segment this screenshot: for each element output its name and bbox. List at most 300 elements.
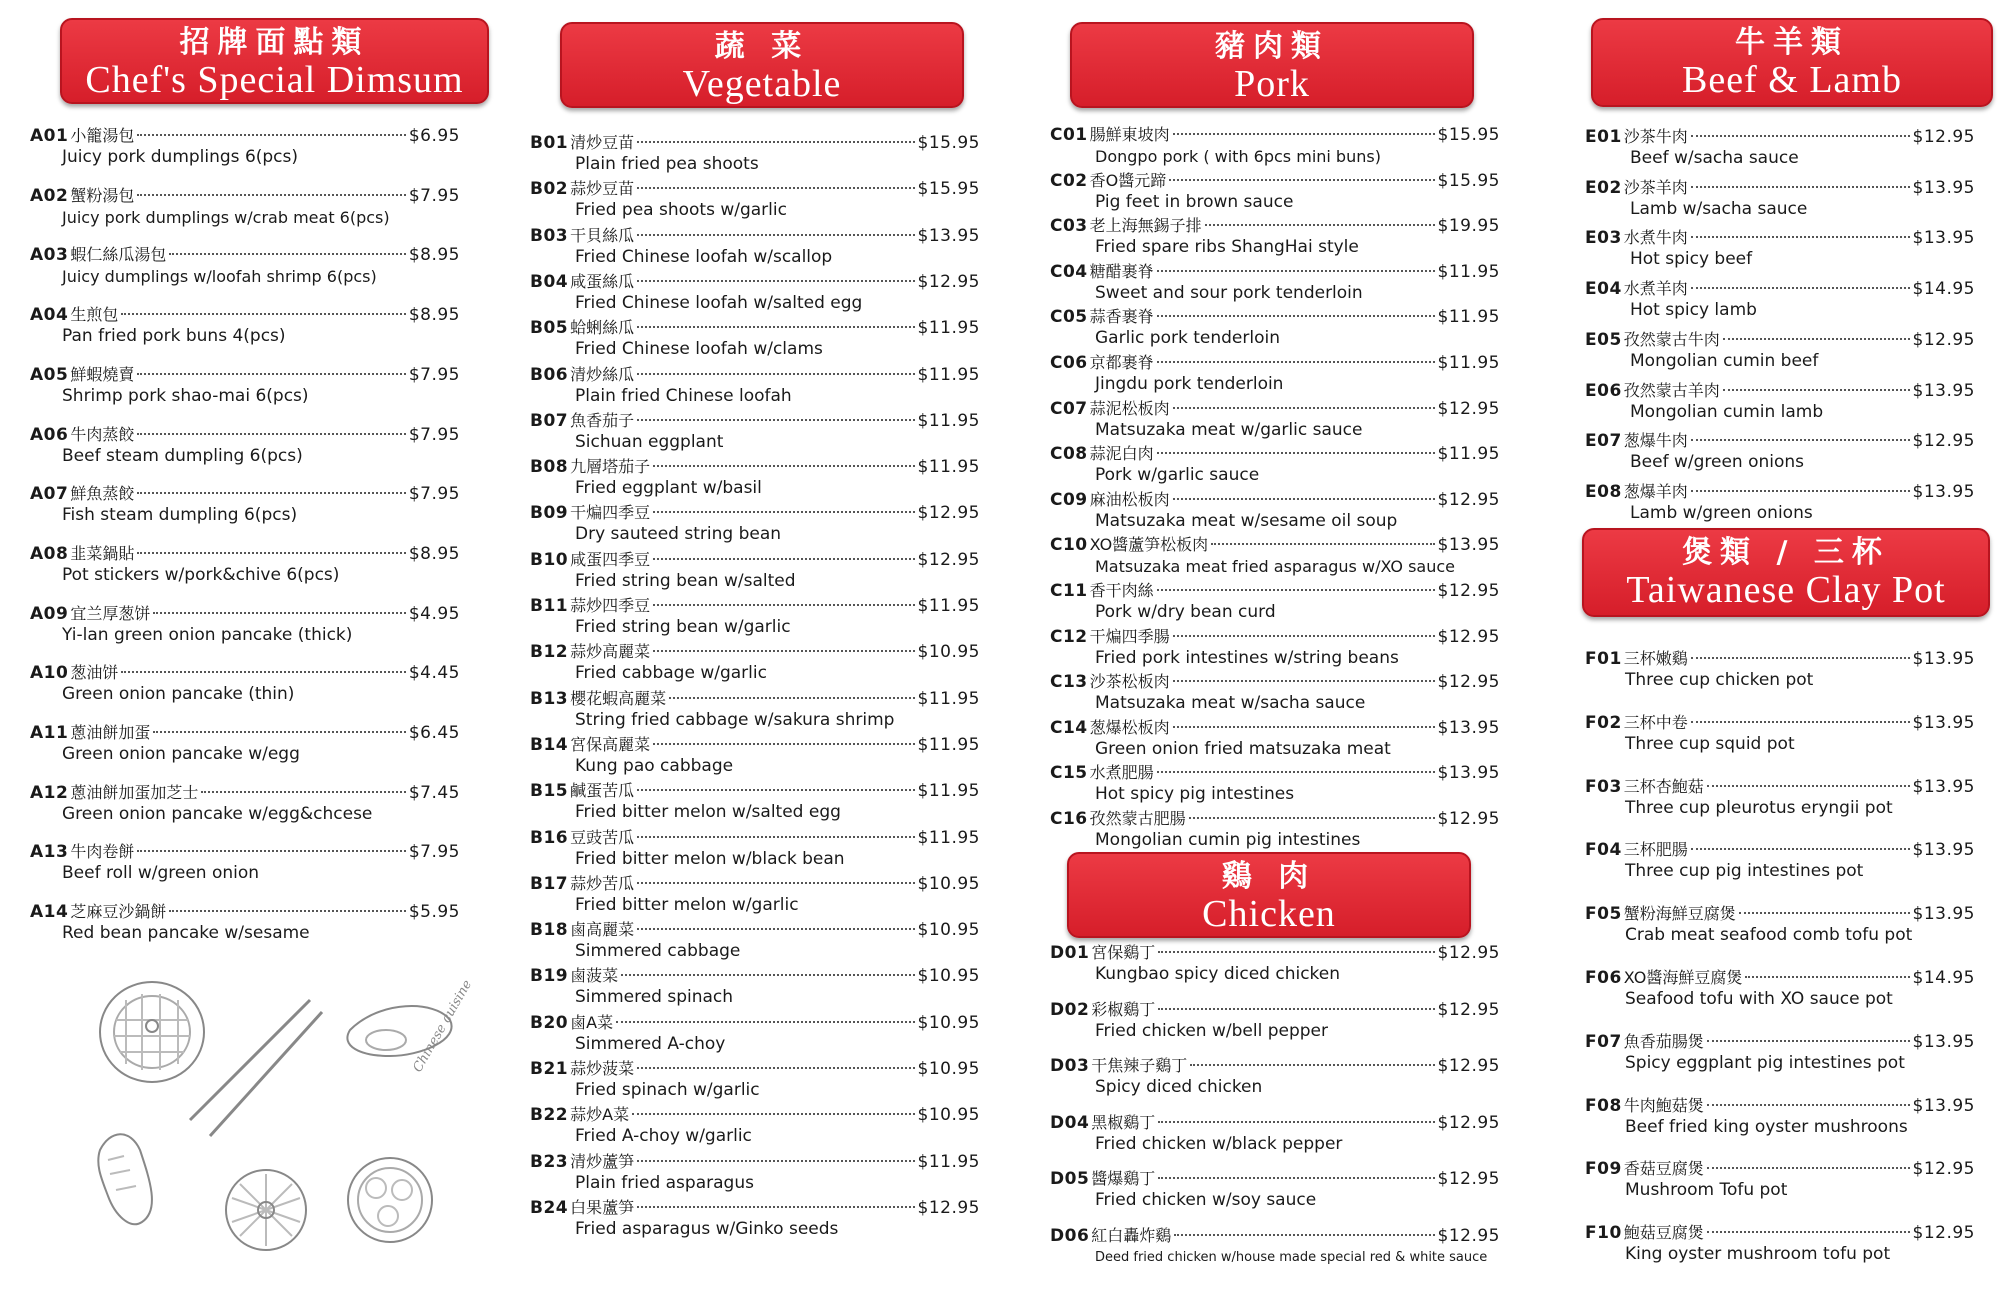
menu-item [1585,1031,1975,1074]
item-name-zh: XO醬海鮮豆腐煲 [1623,968,1743,987]
menu-item-line [1050,352,1500,374]
item-code: B12 [530,642,569,663]
menu-item [530,1197,980,1240]
item-name-en: Fried Chinese loofah w/clams [575,339,823,360]
dot-leader [1157,452,1435,454]
item-price: $12.95 [917,271,980,292]
item-price: $13.95 [1912,840,1975,861]
section-title-en: Taiwanese Clay Pot [1626,569,1946,611]
item-code: B14 [530,734,569,755]
item-price: $11.95 [917,364,980,385]
menu-item-line [530,225,980,247]
item-name-en: Spicy diced chicken [1095,1077,1263,1097]
dot-leader [1739,912,1910,914]
item-name-en: Juicy dumplings w/loofah shrimp 6(pcs) [62,267,377,287]
menu-item [30,185,460,228]
item-name-en: Fried Chinese loofah w/scallop [575,246,833,267]
menu-item-line [30,841,460,863]
item-code: B01 [530,133,569,153]
dot-leader [653,650,914,652]
menu-item-line [1585,648,1975,670]
item-name-en: Green onion fried matsuzaka meat [1095,738,1391,759]
menu-item-line [530,271,980,293]
dot-leader [637,836,914,838]
menu-item-line [1585,329,1975,351]
item-name-zh: 京都裹脊 [1089,353,1154,372]
dot-leader [1211,543,1434,545]
item-code: F01 [1585,649,1622,669]
menu-item [1050,1168,1500,1211]
item-code: F08 [1585,1095,1622,1116]
dot-leader [1707,1231,1910,1233]
item-name-en: Pork w/garlic sauce [1095,465,1260,486]
item-name-en: Mushroom Tofu pot [1625,1180,1788,1201]
menu-item-line [1050,398,1500,420]
menu-item [530,827,980,870]
menu-item [30,722,460,765]
menu-item [530,410,980,453]
dot-leader [169,253,405,255]
item-name-zh: 干煸四季腸 [1089,626,1170,646]
item-code: B24 [530,1197,569,1218]
item-price: $12.95 [1437,809,1500,829]
menu-item [530,271,980,314]
item-code: C04 [1050,261,1088,282]
item-name-zh: 蒜香裹脊 [1089,307,1154,327]
menu-item-line [1050,170,1500,192]
menu-item [530,919,980,962]
item-name-zh: 彩椒鷄丁 [1091,999,1156,1019]
dot-leader [653,511,914,513]
menu-item [530,641,980,684]
dot-leader [1173,726,1435,728]
dot-leader [169,910,405,912]
dot-leader [637,187,914,189]
item-name-en: Seafood tofu with XO sauce pot [1625,989,1893,1009]
item-price: $12.95 [1437,1169,1500,1189]
section-title-en: Chef's Special Dimsum [85,59,464,101]
item-name-zh: 葱爆松板肉 [1089,717,1170,737]
item-code: B18 [530,920,569,941]
item-price: $12.95 [1437,1056,1500,1076]
item-name-zh: 蟹粉湯包 [70,185,135,205]
item-price: $12.95 [1437,626,1500,647]
item-code: C01 [1050,125,1088,145]
item-name-zh: 葱爆牛肉 [1623,431,1688,451]
dot-leader [669,697,914,699]
item-name-en: King oyster mushroom tofu pot [1625,1244,1891,1265]
item-name-en: Fried bitter melon w/black bean [575,848,845,869]
item-code: A07 [30,484,69,505]
bowl-icon [348,1158,432,1242]
section-title-en: Pork [1234,63,1310,105]
item-name-zh: 三杯杏鮑菇 [1623,776,1704,796]
dot-leader [1158,1177,1434,1179]
item-name-zh: 干煸四季豆 [570,503,651,523]
dot-leader [153,612,405,614]
menu-item [530,1012,980,1055]
item-price: $11.95 [1437,444,1500,465]
menu-item-line [1050,626,1500,648]
item-code: C05 [1050,307,1088,328]
item-price: $7.95 [408,424,460,445]
dot-leader [1691,721,1910,723]
item-price: $12.95 [1437,672,1500,693]
menu-item-line [1050,1055,1500,1077]
menu-item [530,873,980,916]
menu-item [1050,261,1500,304]
item-name-en: Beef w/green onions [1630,452,1805,473]
menu-item [1585,839,1975,882]
item-name-zh: 葱爆羊肉 [1623,481,1688,501]
item-name-en: Fried cabbage w/garlic [575,663,767,684]
item-name-zh: 水煮羊肉 [1623,279,1688,299]
section-title-zh: 鷄 肉 [1221,859,1317,894]
item-name-zh: 清炒豆苗 [570,133,635,152]
item-price: $12.95 [917,549,980,570]
item-name-zh: 櫻花蝦高麗菜 [570,688,667,708]
item-name-zh: 蒜泥白肉 [1089,444,1154,464]
item-price: $6.45 [408,723,460,743]
menu-item-line [1050,534,1500,556]
menu-item-line [1585,776,1975,798]
item-price: $12.95 [1912,1223,1975,1244]
item-name-zh: 沙茶牛肉 [1623,127,1688,146]
item-name-en: Fried string bean w/garlic [575,617,791,637]
item-name-zh: 韭菜鍋貼 [70,543,135,563]
item-price: $14.95 [1912,279,1975,300]
dimsum-sketch-illustration [90,960,490,1300]
item-name-en: Dongpo pork ( with 6pcs mini buns) [1095,147,1381,166]
menu-item-line [1050,489,1500,511]
item-name-en: Matsuzaka meat fried asparagus w/XO sauce [1095,557,1455,577]
item-name-en: Hot spicy pig intestines [1095,784,1295,805]
dot-leader [616,1021,914,1023]
menu-item-line [530,132,980,154]
menu-item-line [530,595,980,617]
menu-item-line [1585,712,1975,734]
item-code: A05 [30,364,69,385]
menu-item-line [1585,278,1975,300]
section-title-en: Vegetable [682,63,842,105]
item-name-en: Fish steam dumpling 6(pcs) [62,505,298,526]
item-name-en: Fried chicken w/bell pepper [1095,1020,1328,1041]
item-code: E05 [1585,329,1622,350]
item-code: F03 [1585,776,1622,797]
item-name-zh: 白果蘆笋 [570,1197,635,1217]
item-price: $12.95 [1912,1159,1975,1180]
item-code: A06 [30,424,69,445]
section-banner-f [1582,528,1990,617]
item-code: C07 [1050,398,1088,419]
dot-leader [1205,224,1435,226]
item-code: A13 [30,842,69,863]
menu-item-line [30,722,460,744]
item-price: $8.95 [408,305,460,326]
item-name-en: Spicy eggplant pig intestines pot [1625,1052,1905,1073]
item-price: $12.95 [1912,431,1975,452]
item-price: $15.95 [1437,170,1500,191]
item-name-en: Three cup pleurotus eryngii pot [1625,797,1893,818]
menu-item-line [530,919,980,941]
menu-item-line [530,827,980,849]
item-price: $13.95 [1437,763,1500,784]
menu-item-line [30,603,460,625]
item-name-zh: 九層塔茄子 [570,457,651,477]
menu-item-line [1585,1031,1975,1053]
menu-item [1585,278,1975,321]
item-name-zh: 魚香茄腸煲 [1623,1031,1704,1051]
dot-leader [637,373,914,375]
item-code: F09 [1585,1159,1622,1180]
item-code: B06 [530,364,569,385]
dot-leader [1723,389,1910,391]
item-price: $12.95 [917,503,980,524]
menu-item [30,364,460,407]
item-name-en: Beef steam dumpling 6(pcs) [62,445,303,466]
item-name-en: Sichuan eggplant [575,431,724,452]
item-name-en: Matsuzaka meat w/sesame oil soup [1095,510,1398,531]
menu-item [30,782,460,825]
item-price: $12.95 [1437,1112,1500,1133]
menu-item [1050,942,1500,985]
item-code: B23 [530,1151,569,1172]
item-name-zh: 鮑菇豆腐煲 [1623,1223,1704,1243]
column-beef-claypot [1585,0,1975,1302]
item-name-en: Crab meat seafood comb tofu pot [1625,925,1913,946]
menu-item-line [30,364,460,386]
item-price: $13.95 [1437,535,1500,556]
dot-leader [1707,1104,1910,1106]
item-code: B05 [530,318,569,339]
dot-leader [621,974,914,976]
menu-item-line [30,543,460,565]
menu-item-line [30,782,460,804]
item-code: F04 [1585,840,1622,861]
item-price: $13.95 [1912,481,1975,502]
item-name-zh: 鹵A菜 [570,1012,614,1032]
dot-leader [1189,817,1435,819]
menu-item [530,132,980,175]
menu-item-line [530,1151,980,1173]
dot-leader [1158,1008,1434,1010]
item-name-en: Fried spinach w/garlic [575,1080,760,1100]
column-pork-chicken [1050,0,1500,1302]
menu-item [1050,1225,1500,1268]
item-name-zh: 豆豉苦瓜 [570,827,635,847]
item-price: $4.45 [408,663,460,684]
menu-item [1050,443,1500,486]
dot-leader [653,743,914,745]
dot-leader [137,552,405,554]
section-banner-e [1591,18,1993,107]
item-code: C03 [1050,216,1088,237]
item-name-zh: 三杯嫩鷄 [1623,649,1688,668]
item-name-zh: 紅白轟炸鷄 [1091,1225,1172,1245]
menu-item-line [530,641,980,663]
menu-item [1050,306,1500,349]
menu-item [1050,1112,1500,1155]
item-name-zh: 蒜炒菠菜 [570,1059,635,1078]
menu-item [1050,124,1500,167]
item-price: $5.95 [408,902,460,923]
menu-item [1050,717,1500,760]
item-price: $11.95 [1437,307,1500,328]
item-code: D03 [1050,1056,1090,1076]
item-code: A14 [30,902,69,923]
item-price: $10.95 [917,966,980,987]
item-name-zh: 干貝絲瓜 [570,225,635,245]
menu-item-line [1050,306,1500,328]
item-name-zh: 老上海無錫子排 [1089,216,1202,236]
dot-leader [1691,135,1910,137]
menu-item [1585,648,1975,691]
item-name-en: Fried chicken w/black pepper [1095,1133,1343,1154]
item-name-zh: 宜兰厚葱饼 [70,603,151,623]
item-code: B04 [530,271,569,292]
item-code: F02 [1585,712,1622,733]
item-name-en: Green onion pancake (thin) [62,684,295,705]
menu-item [1585,1095,1975,1138]
item-name-zh: 干焦辣子鷄丁 [1091,1056,1188,1075]
item-name-en: Simmered spinach [575,987,734,1008]
item-code: B17 [530,873,569,894]
item-name-zh: 三杯中卷 [1623,712,1688,732]
menu-item [530,502,980,545]
menu-item [30,304,460,347]
item-name-zh: 香菇豆腐煲 [1623,1159,1704,1179]
menu-item-line [1585,177,1975,199]
menu-item-line [1050,580,1500,602]
item-code: B02 [530,179,569,200]
item-name-zh: 小籠湯包 [70,126,135,145]
menu-item [530,317,980,360]
item-name-zh: 糖醋裹脊 [1089,261,1154,281]
item-name-en: Dry sauteed string bean [575,524,782,545]
item-price: $6.95 [408,126,460,146]
menu-item-line [530,1012,980,1034]
item-code: C02 [1050,170,1088,191]
menu-item [1585,967,1975,1010]
menu-item [530,549,980,592]
item-name-zh: 鮮魚蒸餃 [70,484,135,504]
menu-item-line [1585,126,1975,148]
item-price: $13.95 [1912,177,1975,198]
item-code: B22 [530,1105,569,1126]
menu-item-line [30,304,460,326]
menu-item-line [1050,762,1500,784]
item-price: $7.95 [408,185,460,206]
menu-item [1585,227,1975,270]
menu-item-line [530,734,980,756]
item-name-zh: 香O醬元蹄 [1089,170,1167,190]
dot-leader [1173,680,1435,682]
item-price: $15.95 [1437,125,1500,145]
dot-leader [1707,1167,1910,1169]
menu-item-line [1585,430,1975,452]
item-code: E07 [1585,431,1622,452]
item-name-en: Three cup squid pot [1625,733,1795,754]
item-code: B15 [530,781,569,802]
item-price: $4.95 [408,603,460,624]
item-code: A04 [30,305,69,326]
menu-item [530,1058,980,1101]
menu-item-line [1585,227,1975,249]
item-code: C16 [1050,809,1088,829]
item-code: B07 [530,410,569,431]
item-name-en: Green onion pancake w/egg&chcese [62,803,373,824]
item-name-en: Beef fried king oyster mushroons [1625,1116,1908,1137]
menu-item [1050,671,1500,714]
menu-item [530,364,980,407]
item-price: $11.95 [917,781,980,802]
item-name-zh: 醬爆鷄丁 [1091,1169,1156,1188]
dot-leader [637,141,914,143]
menu-item-line [530,965,980,987]
item-name-zh: 宮保鷄丁 [1091,943,1156,962]
item-price: $13.95 [917,225,980,246]
menu-item-line [1585,967,1975,989]
menu-item [1050,999,1500,1042]
item-name-en: Mongolian cumin pig intestines [1095,830,1361,850]
item-code: D01 [1050,943,1090,963]
item-code: A03 [30,245,69,266]
item-price: $12.95 [1437,398,1500,419]
item-name-en: Plain fried Chinese loofah [575,385,792,406]
item-price: $13.95 [1912,380,1975,401]
menu-item [30,662,460,705]
menu-item-line [530,317,980,339]
item-code: B13 [530,688,569,709]
dot-leader [1691,186,1910,188]
item-name-zh: 清炒絲瓜 [570,364,635,384]
item-name-zh: 鹹蛋苦瓜 [570,781,635,801]
item-name-zh: 蝦仁絲瓜湯包 [70,245,167,265]
menu-item-line [1050,942,1500,964]
menu-item [1050,215,1500,258]
menu-item [1050,534,1500,577]
item-name-en: Fried Chinese loofah w/salted egg [575,292,863,313]
menu-item [530,456,980,499]
item-code: E03 [1585,228,1622,249]
item-name-zh: 鮮蝦燒賣 [70,364,135,384]
item-price: $11.95 [917,318,980,339]
section-title-en: Chicken [1202,893,1336,935]
item-name-en: Green onion pancake w/egg [62,744,300,764]
menu-item-line [30,662,460,684]
menu-item-line [30,244,460,266]
dot-leader [1173,498,1435,500]
dot-leader [1157,315,1435,317]
item-name-zh: 牛肉蒸餃 [70,424,135,444]
menu-item-line [1585,1158,1975,1180]
menu-item [1585,776,1975,819]
item-price: $12.95 [1437,581,1500,601]
item-name-en: Juicy pork dumplings w/crab meat 6(pcs) [62,207,390,227]
item-code: E04 [1585,279,1622,300]
dot-leader [637,1206,914,1208]
menu-item [530,688,980,731]
item-code: B19 [530,966,569,987]
item-name-en: Sweet and sour pork tenderloin [1095,282,1363,303]
section-banner-c [1070,22,1474,108]
item-code: B11 [530,596,569,616]
item-name-zh: 蒜炒A菜 [570,1105,630,1125]
item-name-zh: 鹵高麗菜 [570,920,635,940]
item-price: $13.95 [1912,1031,1975,1052]
item-name-zh: 水煮肥腸 [1089,763,1154,783]
menu-item [1050,1055,1500,1098]
